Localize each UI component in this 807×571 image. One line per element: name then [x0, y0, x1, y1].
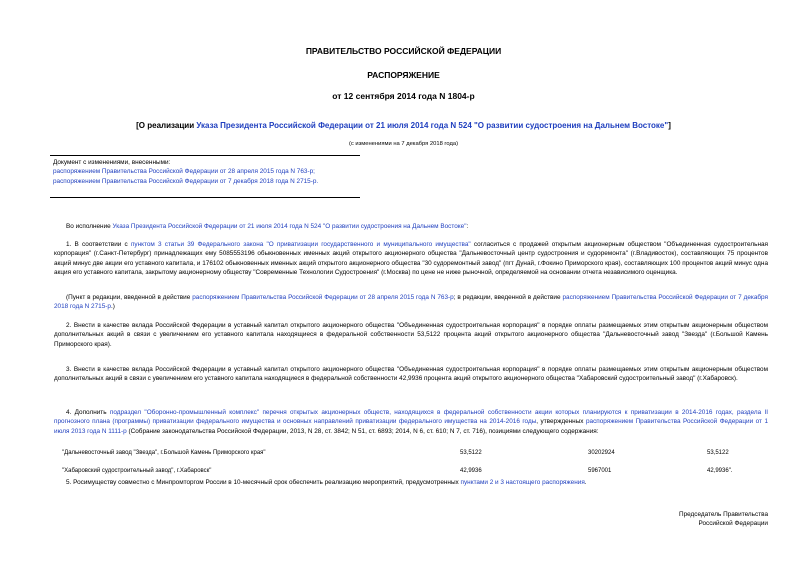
- preamble-decree-link[interactable]: Указа Президента Российской Федерации от 21 июля 2014 года N 524 "О развитии судостроения на Дальнем Востоке": [112, 223, 467, 230]
- result-percent: 53,5122: [707, 450, 729, 456]
- change-link-1[interactable]: распоряжением Правительства Российской Федерации от 28 апреля 2015 года N 763-р;: [53, 168, 315, 176]
- share-percent: 42,9936: [460, 468, 482, 474]
- preamble: Во исполнение Указа Президента Российской Федерации от 21 июля 2014 года N 524 "О развитии судостроения на Дальнем Востоке":: [66, 223, 469, 230]
- paragraph-4: 4. Дополнить подраздел "Оборонно-промышленный комплекс" перечня открытых акционерных обществ, находящихся в федеральной собственности акции которых планируются к приватизации в 2014-2016 годах, раздела II прогнозного плана (программы) приватизации федерального имущества и основных направлений приватизации федерального имущества на 2014-2016 годы, утвержденных распоряжением Правительства Российской Федерации от 1 июля 2013 года N 1111-р (Собрание законодательства Российской Федерации, 2013, N 28, ст. 3842; N 51, ст. 6893; 2014, N 6, ст. 610; N 7, ст. 716), позициями следующего содержания:: [54, 409, 769, 435]
- doc-title-prefix: [О реализации: [136, 121, 197, 130]
- result-percent: 42,9936".: [707, 468, 733, 474]
- share-count: 30202924: [588, 450, 615, 456]
- doc-type-heading: РАСПОРЯЖЕНИЕ: [367, 70, 440, 80]
- defense-subsection-link[interactable]: подраздел "Оборонно-промышленный комплекс" перечня открытых акционерных обществ, находящихся в федеральной собственности акции которых планируются к приватизации в 2014-2016 годах, раздела II прогнозного плана (программы) приватизации федерального имущества и основных направлений приватизации федерального имущества на 2014-2016 годы: [54, 409, 769, 426]
- signature-org: Российской Федерации: [698, 520, 768, 528]
- note-link-2015[interactable]: распоряжением Правительства Российской Федерации от 28 апреля 2015 года N 763-р: [192, 294, 454, 301]
- share-percent: 53,5122: [460, 450, 482, 456]
- note-link-2018[interactable]: распоряжением Правительства Российской Федерации от 7 декабря 2018 года N 2715-р: [54, 294, 768, 311]
- points-2-3-link[interactable]: пунктами 2 и 3 настоящего распоряжения: [460, 479, 585, 486]
- changes-intro: Документ с изменениями, внесенными:: [53, 159, 171, 166]
- paragraph-1: 1. В соответствии с пунктом 3 статьи 39 Федерального закона "О приватизации государственного и муниципального имущества" согласиться с продажей открытым акционерным обществом "Объединенная судостроительная корпорация" (г.Санкт-Петербург) принадлежащих ему 5085553196 обыкновенных именных акций открытого акционерного общества "Дальневосточный центр судостроения и судоремонта" (г.Владивосток), составляющих 75 процентов акций минус две акции его уставного капитала, и 176102 обыкновенных именных акций открытого акционерного общества "30 судоремонтный завод" (пгт Дунай, г.Фокино Приморского края), составляющих 100 процентов акций минус одна акция его уставного капитала, закрытому акционерному обществу "Современные Технологии Судостроения" (г.Москва) по цене не ниже рыночной, определяемой на основании отчета независимого оценщика.: [54, 241, 768, 277]
- divider-bottom: [50, 197, 360, 198]
- doc-date-number: от 12 сентября 2014 года N 1804-р: [332, 91, 475, 101]
- presidential-decree-link[interactable]: Указа Президента Российской Федерации от 21 июля 2014 года N 524 "О развитии судостроения на Дальнем Востоке": [196, 121, 669, 130]
- company-name: "Хабаровский судостроительный завод", г.Хабаровск": [62, 468, 212, 474]
- order-1111-link[interactable]: распоряжением Правительства Российской Федерации от 1 июля 2013 года N 1111-р: [54, 418, 768, 435]
- doc-title-suffix: ]: [668, 121, 671, 130]
- privatization-law-link[interactable]: пунктом 3 статьи 39 Федерального закона "О приватизации государственного и муниципального имущества": [130, 241, 471, 248]
- signature-title: Председатель Правительства: [679, 511, 768, 518]
- paragraph-2: 2. Внести в качестве вклада Российской Федерации в уставный капитал открытого акционерного общества "Объединенная судостроительная корпорация" в порядке оплаты размещаемых этим открытым акционерным обществом дополнительных акций в связи с увеличением его уставного капитала находящиеся в федеральной собственности 53,5122 процента акций открытого акционерного общества "Дальневосточный завод "Звезда" (г.Большой Камень Приморского края).: [54, 322, 768, 348]
- signature-block: [560, 510, 768, 529]
- divider-top: [50, 155, 360, 156]
- paragraph-1-note: (Пункт в редакции, введенной в действие распоряжением Правительства Российской Федерации от 28 апреля 2015 года N 763-р; в редакции, введенной в действие распоряжением Правительства Российской Федерации от 7 декабря 2018 года N 2715-р.): [54, 294, 768, 311]
- company-name: "Дальневосточный завод "Звезда", г.Большой Камень Приморского края": [62, 450, 266, 456]
- revision-note: (с изменениями на 7 декабря 2018 года): [348, 141, 459, 147]
- changes-block: [53, 158, 373, 186]
- government-heading: ПРАВИТЕЛЬСТВО РОССИЙСКОЙ ФЕДЕРАЦИИ: [305, 46, 502, 56]
- paragraph-3: 3. Внести в качестве вклада Российской Федерации в уставный капитал открытого акционерного общества "Объединенная судостроительная корпорация" в порядке оплаты размещаемых этим открытым акционерным обществом дополнительных акций в связи с увеличением его уставного капитала находящиеся в федеральной собственности 42,9936 процента акций открытого акционерного общества "Хабаровский судостроительный завод" (г.Хабаровск).: [54, 366, 768, 383]
- table-row: [0, 468, 807, 477]
- paragraph-5: 5. Росимуществу совместно с Минпромторгом России в 10-месячный срок обеспечить реализацию мероприятий, предусмотренных пунктами 2 и 3 настоящего распоряжения.: [66, 479, 587, 486]
- doc-title: [0, 121, 807, 130]
- share-count: 5967001: [588, 468, 612, 474]
- table-row: [0, 450, 807, 459]
- change-link-2[interactable]: распоряжением Правительства Российской Федерации от 7 декабря 2018 года N 2715-р.: [53, 177, 319, 185]
